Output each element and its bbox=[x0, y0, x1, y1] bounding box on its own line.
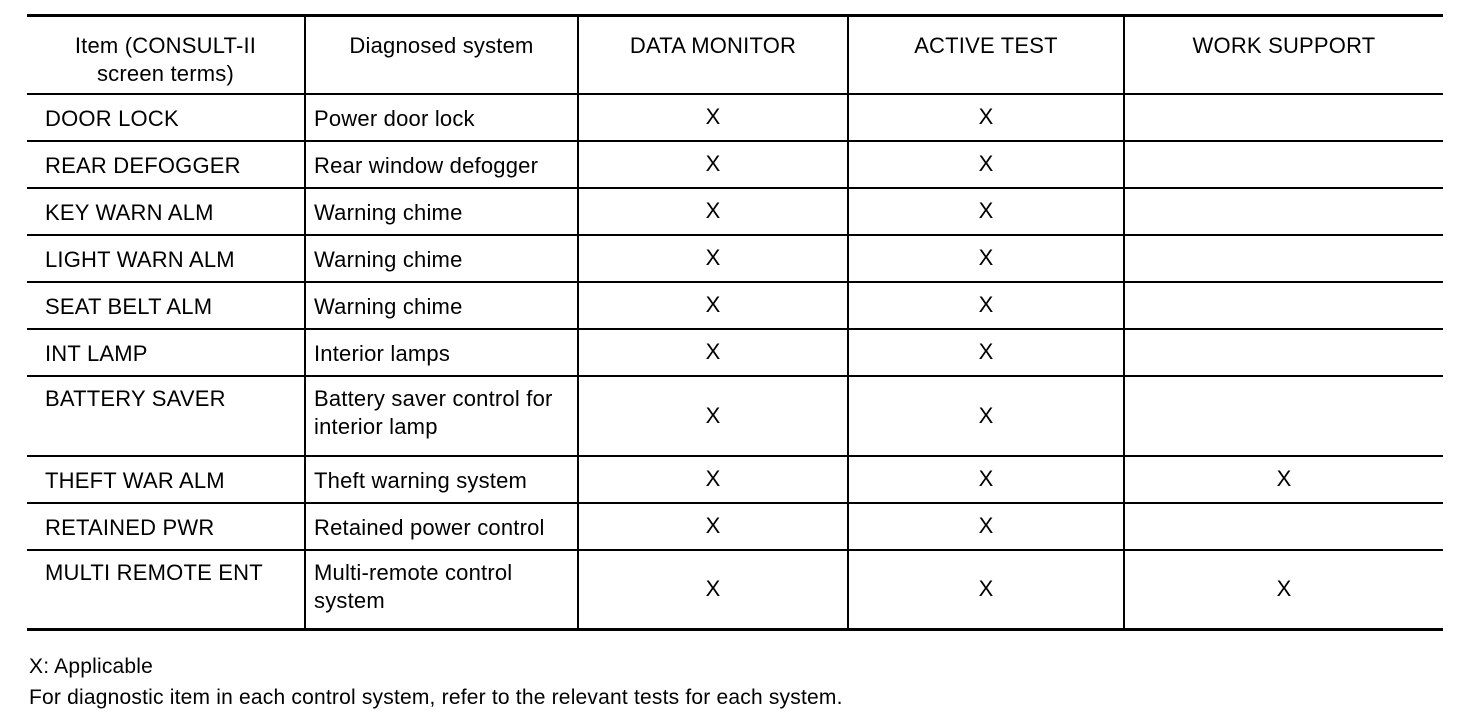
header-item-line1: Item (CONSULT-II bbox=[74, 33, 257, 58]
cell-active-test: X bbox=[848, 376, 1124, 456]
cell-work-support bbox=[1124, 282, 1443, 329]
cell-work-support bbox=[1124, 329, 1443, 376]
header-item bbox=[27, 16, 305, 94]
cell-item: BATTERY SAVER bbox=[27, 376, 305, 456]
cell-item: REAR DEFOGGER bbox=[27, 141, 305, 188]
cell-item: KEY WARN ALM bbox=[27, 188, 305, 235]
cell-system: Warning chime bbox=[305, 282, 578, 329]
cell-active-test: X bbox=[848, 94, 1124, 141]
legend-note: X: Applicable bbox=[29, 655, 154, 678]
table-row bbox=[27, 503, 1443, 550]
cell-active-test: X bbox=[848, 329, 1124, 376]
cell-data-monitor: X bbox=[578, 235, 848, 282]
cell-work-support bbox=[1124, 503, 1443, 550]
table-row bbox=[27, 188, 1443, 235]
table-row bbox=[27, 550, 1443, 630]
cell-data-monitor: X bbox=[578, 376, 848, 456]
cell-work-support: X bbox=[1124, 550, 1443, 630]
table-row bbox=[27, 456, 1443, 503]
cell-system-line2: system bbox=[314, 587, 385, 613]
cell-active-test: X bbox=[848, 282, 1124, 329]
cell-data-monitor: X bbox=[578, 94, 848, 141]
cell-data-monitor: X bbox=[578, 550, 848, 630]
cell-item: MULTI REMOTE ENT bbox=[27, 550, 305, 630]
cell-work-support bbox=[1124, 94, 1443, 141]
cell-work-support bbox=[1124, 376, 1443, 456]
cell-system bbox=[305, 550, 578, 630]
table-row bbox=[27, 141, 1443, 188]
cell-system bbox=[305, 376, 578, 456]
cell-system: Warning chime bbox=[305, 235, 578, 282]
header-data-monitor: DATA MONITOR bbox=[578, 16, 848, 94]
cell-active-test: X bbox=[848, 550, 1124, 630]
cell-work-support bbox=[1124, 141, 1443, 188]
table-header-row bbox=[27, 16, 1443, 94]
table-row bbox=[27, 235, 1443, 282]
cell-work-support bbox=[1124, 188, 1443, 235]
consult-ii-function-table bbox=[27, 14, 1443, 631]
cell-active-test: X bbox=[848, 141, 1124, 188]
cell-work-support bbox=[1124, 235, 1443, 282]
table-row bbox=[27, 94, 1443, 141]
cell-system-line1: Multi-remote control bbox=[314, 559, 513, 585]
table-row bbox=[27, 376, 1443, 456]
cell-item: SEAT BELT ALM bbox=[27, 282, 305, 329]
header-active-test: ACTIVE TEST bbox=[848, 16, 1124, 94]
cell-data-monitor: X bbox=[578, 188, 848, 235]
cell-system: Power door lock bbox=[305, 94, 578, 141]
cell-active-test: X bbox=[848, 188, 1124, 235]
cell-system-line2: interior lamp bbox=[314, 413, 438, 439]
reference-note: For diagnostic item in each control system, refer to the relevant tests for each system. bbox=[29, 686, 843, 709]
table-row bbox=[27, 329, 1443, 376]
cell-item: INT LAMP bbox=[27, 329, 305, 376]
cell-active-test: X bbox=[848, 503, 1124, 550]
cell-work-support: X bbox=[1124, 456, 1443, 503]
cell-active-test: X bbox=[848, 235, 1124, 282]
cell-data-monitor: X bbox=[578, 503, 848, 550]
cell-data-monitor: X bbox=[578, 456, 848, 503]
cell-item: LIGHT WARN ALM bbox=[27, 235, 305, 282]
cell-system: Warning chime bbox=[305, 188, 578, 235]
header-diagnosed-system: Diagnosed system bbox=[305, 16, 578, 94]
cell-system: Interior lamps bbox=[305, 329, 578, 376]
cell-item: THEFT WAR ALM bbox=[27, 456, 305, 503]
cell-data-monitor: X bbox=[578, 141, 848, 188]
cell-system: Theft warning system bbox=[305, 456, 578, 503]
cell-system: Rear window defogger bbox=[305, 141, 578, 188]
cell-system-line1: Battery saver control for bbox=[314, 385, 553, 411]
table-row bbox=[27, 282, 1443, 329]
header-item-line2: screen terms) bbox=[96, 61, 235, 86]
cell-data-monitor: X bbox=[578, 329, 848, 376]
cell-item: RETAINED PWR bbox=[27, 503, 305, 550]
cell-active-test: X bbox=[848, 456, 1124, 503]
cell-system: Retained power control bbox=[305, 503, 578, 550]
cell-data-monitor: X bbox=[578, 282, 848, 329]
cell-item: DOOR LOCK bbox=[27, 94, 305, 141]
table-notes bbox=[29, 651, 843, 713]
header-work-support: WORK SUPPORT bbox=[1124, 16, 1443, 94]
